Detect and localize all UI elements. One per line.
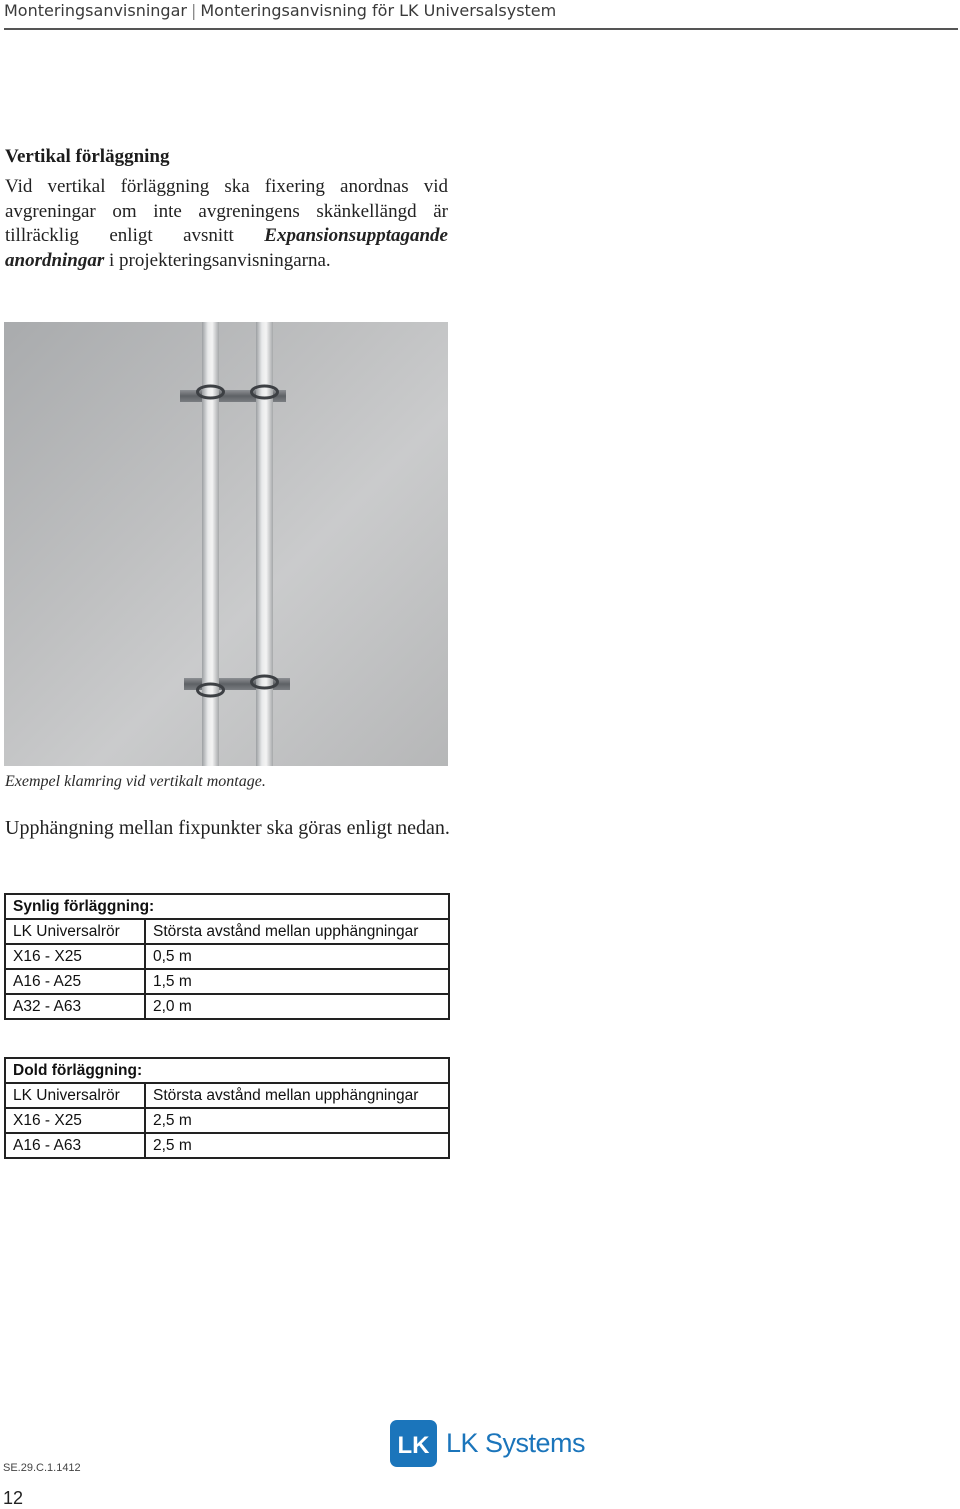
distance-cell: 2,5 m bbox=[145, 1133, 449, 1158]
column-header-pipe: LK Universalrör bbox=[5, 1083, 145, 1108]
intro-emphasis: Expansionsupptagande anordningar bbox=[5, 225, 448, 271]
distance-cell: 1,5 m bbox=[145, 969, 449, 994]
brand-name: LK Systems bbox=[446, 1427, 586, 1458]
pipe-cell: A16 - A63 bbox=[5, 1133, 145, 1158]
page-header bbox=[4, 0, 958, 30]
table-title-row bbox=[5, 894, 449, 919]
section-title: Vertikal förläggning bbox=[5, 146, 170, 167]
pipe-cell: X16 - X25 bbox=[5, 944, 145, 969]
header-section: Monteringsanvisningar bbox=[4, 1, 187, 20]
table-header-row bbox=[5, 1083, 449, 1108]
table-title: Dold förläggning: bbox=[5, 1058, 449, 1083]
photo-caption: Exempel klamring vid vertikalt montage. bbox=[5, 773, 266, 790]
header-separator: | bbox=[190, 1, 197, 20]
column-header-pipe: LK Universalrör bbox=[5, 919, 145, 944]
table-row bbox=[5, 944, 449, 969]
hidden-installation-table bbox=[4, 1057, 450, 1159]
pipe-cell: X16 - X25 bbox=[5, 1108, 145, 1133]
table-header-row bbox=[5, 919, 449, 944]
lk-systems-logo bbox=[390, 1418, 585, 1468]
intro-paragraph bbox=[5, 175, 448, 273]
pipe-cell: A32 - A63 bbox=[5, 994, 145, 1019]
pipe-cell: A16 - A25 bbox=[5, 969, 145, 994]
visible-installation-table bbox=[4, 893, 450, 1020]
header-subsection: Monteringsanvisning för LK Universalsystem bbox=[200, 1, 557, 20]
pipe-mounting-photo bbox=[4, 322, 448, 766]
table-title: Synlig förläggning: bbox=[5, 894, 449, 919]
spacing-paragraph: Upphängning mellan fixpunkter ska göras enligt nedan. bbox=[5, 817, 450, 839]
pipe-illustration bbox=[4, 322, 448, 766]
table-row bbox=[5, 969, 449, 994]
logo-letters: LK bbox=[397, 1431, 430, 1459]
intro-text: Vid vertikal förläggning ska fixering anordnas vid avgreningar om inte avgreningens skänkellängd är tillräcklig enligt avsnitt bbox=[5, 176, 448, 246]
intro-text-end: i projekteringsanvisningarna. bbox=[104, 249, 331, 271]
right-pipe bbox=[256, 322, 273, 766]
table-row bbox=[5, 994, 449, 1019]
document-id: SE.29.C.1.1412 bbox=[3, 1462, 81, 1474]
column-header-distance: Största avstånd mellan upphängningar bbox=[145, 1083, 449, 1108]
table-title-row bbox=[5, 1058, 449, 1083]
distance-cell: 0,5 m bbox=[145, 944, 449, 969]
table-row bbox=[5, 1133, 449, 1158]
table-row bbox=[5, 1108, 449, 1133]
distance-cell: 2,0 m bbox=[145, 994, 449, 1019]
column-header-distance: Största avstånd mellan upphängningar bbox=[145, 919, 449, 944]
page-number: 12 bbox=[3, 1488, 24, 1508]
left-pipe bbox=[202, 322, 219, 766]
lk-logo-icon bbox=[390, 1420, 437, 1467]
distance-cell: 2,5 m bbox=[145, 1108, 449, 1133]
